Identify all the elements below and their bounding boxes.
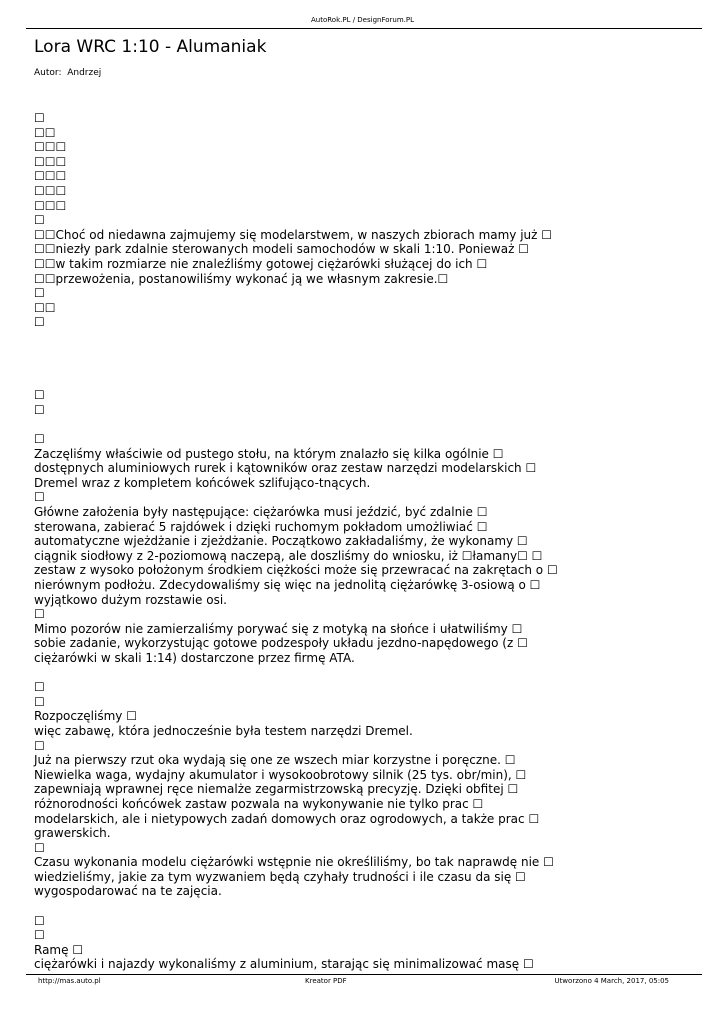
text-line: ciągnik siodłowy z 2-poziomową naczepą, ale doszliśmy do wniosku, iż ☐łamany☐ ☐ [34,548,543,563]
text-line: ☐☐☐ [34,183,67,198]
text-line: ☐☐w takim rozmiarze nie znaleźliśmy gotowej ciężarówki służącej do ich ☐ [34,256,488,271]
text-line [34,899,594,914]
text-line: ☐ [34,315,45,330]
author-name: Andrzej [67,68,102,78]
text-line: nierównym podłożu. Zdecydowaliśmy się więc na jednolitą ciężarówkę 3-osiową o ☐ [34,578,541,592]
text-line: grawerskich. [34,826,111,841]
article-title: Lora WRC 1:10 - Alumaniak [34,37,267,57]
text-line: ☐ [34,111,45,125]
text-line: Rozpoczęliśmy ☐ [34,709,137,724]
text-line: ☐☐ [34,300,56,315]
text-line [34,345,594,360]
text-line: wygospodarować na te zajęcia. [34,884,222,899]
text-line: ciężarówki w skali 1:14) dostarczone przez firmę ATA. [34,650,355,665]
text-line: ☐ [34,694,45,709]
text-line: dostępnych aluminiowych rurek i kątowników oraz zestaw narzędzi modelarskich ☐ [34,461,537,476]
text-line: różnorodności końcówek zastaw pozwala na wykonywanie nie tylko prac ☐ [34,796,484,811]
footer-created: Utworzono 4 March, 2017, 05:05 [554,977,669,985]
text-line: ☐☐Choć od niedawna zajmujemy się modelarstwem, w naszych zbiorach mamy już ☐ [34,227,553,242]
text-line: ☐ [34,840,45,855]
footer-url: http://mas.auto.pl [38,977,101,985]
header-rule [26,28,702,29]
text-line: automatyczne wjeżdżanie i zjeżdżanie. Początkowo zakładaliśmy, że wykonamy ☐ [34,534,528,549]
text-line: ☐☐☐ [34,154,67,169]
text-line: wyjątkowo dużym rozstawie osi. [34,592,227,607]
author-label: Autor: [34,68,62,78]
text-line [34,374,594,389]
text-line [34,666,594,681]
text-line: więc zabawę, która jednocześnie była testem narzędzi Dremel. [34,723,413,738]
text-line: wiedzieliśmy, jakie za tym wyzwaniem będą czyhały trudności i ile czasu da się ☐ [34,869,526,884]
text-line: ☐ [34,213,45,228]
text-line: ☐☐niezły park zdalnie sterowanych modeli samochodów w skali 1:10. Ponieważ ☐ [34,242,529,257]
text-line: ☐ [34,388,45,403]
text-line: ☐ [34,402,45,417]
text-line: ☐☐☐ [34,169,67,184]
text-line: zapewniają wprawnej ręce niemalże zegarmistrzowską precyzję. Dzięki obfitej ☐ [34,782,519,797]
text-line: ☐ [34,607,45,622]
text-line: sobie zadanie, wykorzystując gotowe podzespoły układu jezdno-napędowego (z ☐ [34,636,528,651]
text-line: Mimo pozorów nie zamierzaliśmy porywać się z motyką na słońce i ułatwiliśmy ☐ [34,621,523,636]
text-line: modelarskich, ale i nietypowych zadań domowych oraz ogrodowych, a także prac ☐ [34,811,540,826]
text-line: zestaw z wysoko położonym środkiem ciężkości może się przewracać na zakrętach o ☐ [34,563,558,578]
text-line: ☐☐przewożenia, postanowiliśmy wykonać ją we własnym zakresie.☐ [34,271,449,286]
text-line: sterowana, zabierać 5 rajdówek i dzięki ruchomym pokładom umożliwiać ☐ [34,519,488,534]
text-line [34,359,594,374]
page-header: AutoRok.PL / DesignForum.PL [310,16,414,24]
text-line: Zaczęliśmy właściwie od pustego stołu, na którym znalazło się kilka ogólnie ☐ [34,446,504,461]
text-line: ☐ [34,738,45,753]
text-line: ☐ [34,913,45,928]
text-line: ☐☐☐ [34,140,67,155]
text-line: Czasu wykonania modelu ciężarówki wstępnie nie określiliśmy, bo tak naprawdę nie ☐ [34,855,554,870]
text-line: ☐☐☐ [34,198,67,213]
text-line [34,330,594,345]
text-line: Niewielka waga, wydajny akumulator i wysokoobrotowy silnik (25 tys. obr/min), ☐ [34,767,527,782]
text-line: Ramę ☐ [34,942,84,957]
text-line [34,417,594,432]
article-body [34,111,594,972]
author-line [34,68,101,78]
text-line: ☐ [34,432,45,447]
text-line: ☐ [34,928,45,943]
footer-rule [26,974,702,975]
text-line: ☐ [34,490,45,505]
text-line: ☐☐ [34,125,56,140]
text-line: ☐ [34,286,45,301]
footer-generator: Kreator PDF [305,977,347,985]
text-line: Główne założenia były następujące: ciężarówka musi jeździć, być zdalnie ☐ [34,505,488,520]
text-line: ciężarówki i najazdy wykonaliśmy z aluminium, starając się minimalizować masę ☐ [34,957,534,972]
text-line: Dremel wraz z kompletem końcówek szlifująco-tnących. [34,475,371,490]
text-line: Już na pierwszy rzut oka wydają się one ze wszech miar korzystne i poręczne. ☐ [34,753,516,768]
text-line: ☐ [34,680,45,695]
